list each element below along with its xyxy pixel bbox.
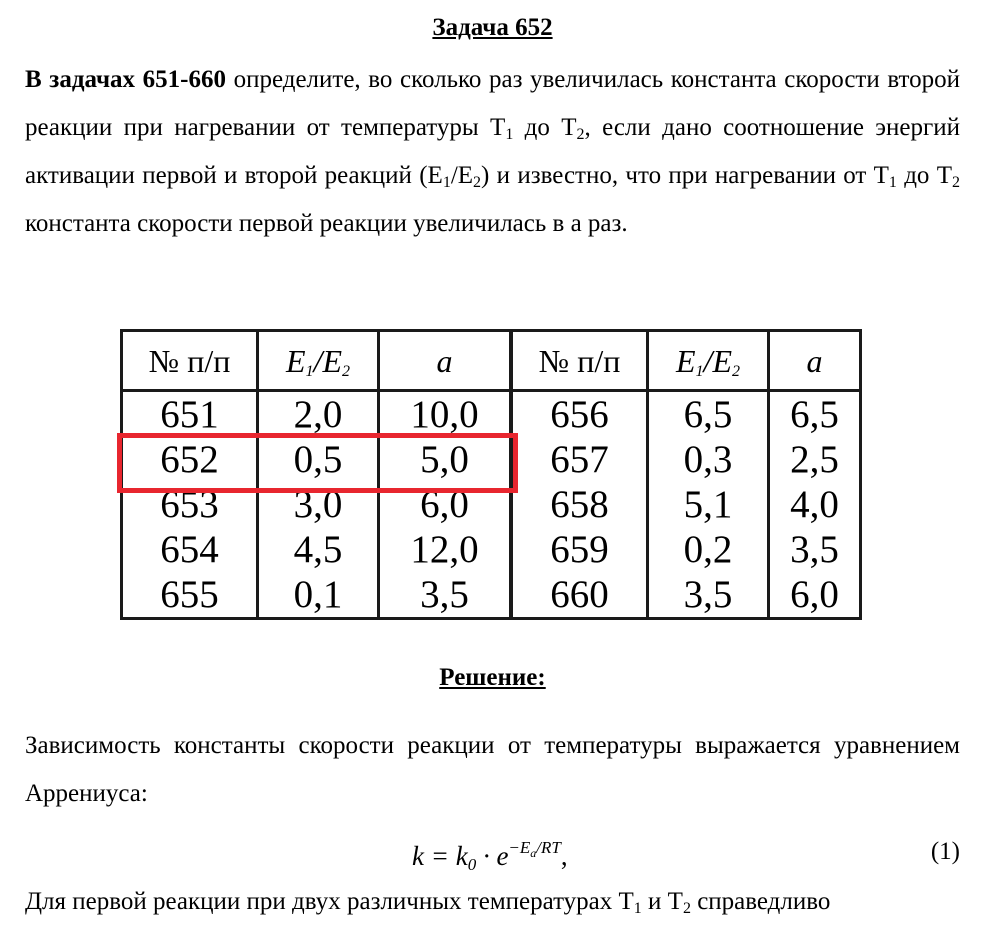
cell-ratio: 3,0 xyxy=(258,482,379,527)
cell-ratio: 0,2 xyxy=(648,527,769,572)
cell-ratio: 6,5 xyxy=(648,391,769,438)
header-energy-ratio: $E_1/E_2$ xyxy=(648,331,769,391)
cell-a: 2,5 xyxy=(769,437,861,482)
subscript: 1 xyxy=(505,126,514,143)
cell-num: 653 xyxy=(122,482,258,527)
table-row xyxy=(122,572,511,619)
cell-a: 3,5 xyxy=(769,527,861,572)
table-row xyxy=(512,437,861,482)
cell-ratio: 5,1 xyxy=(648,482,769,527)
subscript: 2 xyxy=(952,174,961,191)
cell-num: 656 xyxy=(512,391,648,438)
cell-ratio: 2,0 xyxy=(258,391,379,438)
cell-num: 651 xyxy=(122,391,258,438)
cell-ratio: 0,1 xyxy=(258,572,379,619)
statement-text: , если дано соотношение энергий активации первой и второй реакций (E xyxy=(25,114,960,189)
header-energy-ratio: $E_1/E_2$ xyxy=(258,331,379,391)
cell-a: 5,0 xyxy=(379,437,511,482)
cell-num: 654 xyxy=(122,527,258,572)
cell-a: 6,0 xyxy=(379,482,511,527)
cell-a: 6,5 xyxy=(769,391,861,438)
header-a: a xyxy=(379,331,511,391)
statement-text: константа скорости первой реакции увеличилась в a раз. xyxy=(25,210,628,237)
cell-a: 3,5 xyxy=(379,572,511,619)
cell-ratio: 0,3 xyxy=(648,437,769,482)
table-header-row xyxy=(512,331,861,391)
cell-a: 6,0 xyxy=(769,572,861,619)
subscript: 2 xyxy=(473,174,482,191)
arrhenius-formula: $k = k_0 \cdot e^{-E}_a^{/RT}$, xyxy=(412,838,568,874)
solution-text: Зависимость константы скорости реакции от температуры выражается уравнением Аррениуса: xyxy=(25,732,960,807)
table-row xyxy=(122,391,511,438)
statement-text: ) и известно, что при нагревании от T xyxy=(481,162,889,189)
problem-title: Задача 652 xyxy=(432,14,553,41)
cell-num: 659 xyxy=(512,527,648,572)
table-row xyxy=(512,482,861,527)
equation-number: (1) xyxy=(930,838,960,865)
statement-text: определите, во сколько раз увеличилась константа скорости второй реакции при нагревании от температуры T xyxy=(25,66,960,141)
variants-table-right xyxy=(510,329,862,620)
cell-num: 655 xyxy=(122,572,258,619)
table-row xyxy=(512,572,861,619)
table-row xyxy=(122,527,511,572)
header-a: a xyxy=(769,331,861,391)
table-row xyxy=(512,391,861,438)
cell-num: 657 xyxy=(512,437,648,482)
cell-ratio: 0,5 xyxy=(258,437,379,482)
solution-heading: Решение: xyxy=(439,664,546,691)
table-header-row xyxy=(122,331,511,391)
statement-text: /E xyxy=(450,162,474,189)
subscript: 1 xyxy=(442,174,451,191)
statement-text: до T xyxy=(513,114,577,141)
cell-num: 658 xyxy=(512,482,648,527)
cell-a: 4,0 xyxy=(769,482,861,527)
table-row xyxy=(512,527,861,572)
cell-a: 10,0 xyxy=(379,391,511,438)
cell-ratio: 4,5 xyxy=(258,527,379,572)
cell-a: 12,0 xyxy=(379,527,511,572)
header-num: № п/п xyxy=(512,331,648,391)
solution-next-line: Для первой реакции при двух различных температурах $T_1$ и $T_2$ справедливо xyxy=(25,888,831,917)
cell-num: 652 xyxy=(122,437,258,482)
subscript: 1 xyxy=(888,174,897,191)
header-num: № п/п xyxy=(122,331,258,391)
row-652-highlight-box xyxy=(117,433,518,493)
cell-ratio: 3,5 xyxy=(648,572,769,619)
statement-text: до T xyxy=(896,162,953,189)
cell-num: 660 xyxy=(512,572,648,619)
subscript: 2 xyxy=(576,126,585,143)
problem-statement xyxy=(25,56,960,248)
statement-bold-prefix: В задачах 651-660 xyxy=(25,66,226,93)
